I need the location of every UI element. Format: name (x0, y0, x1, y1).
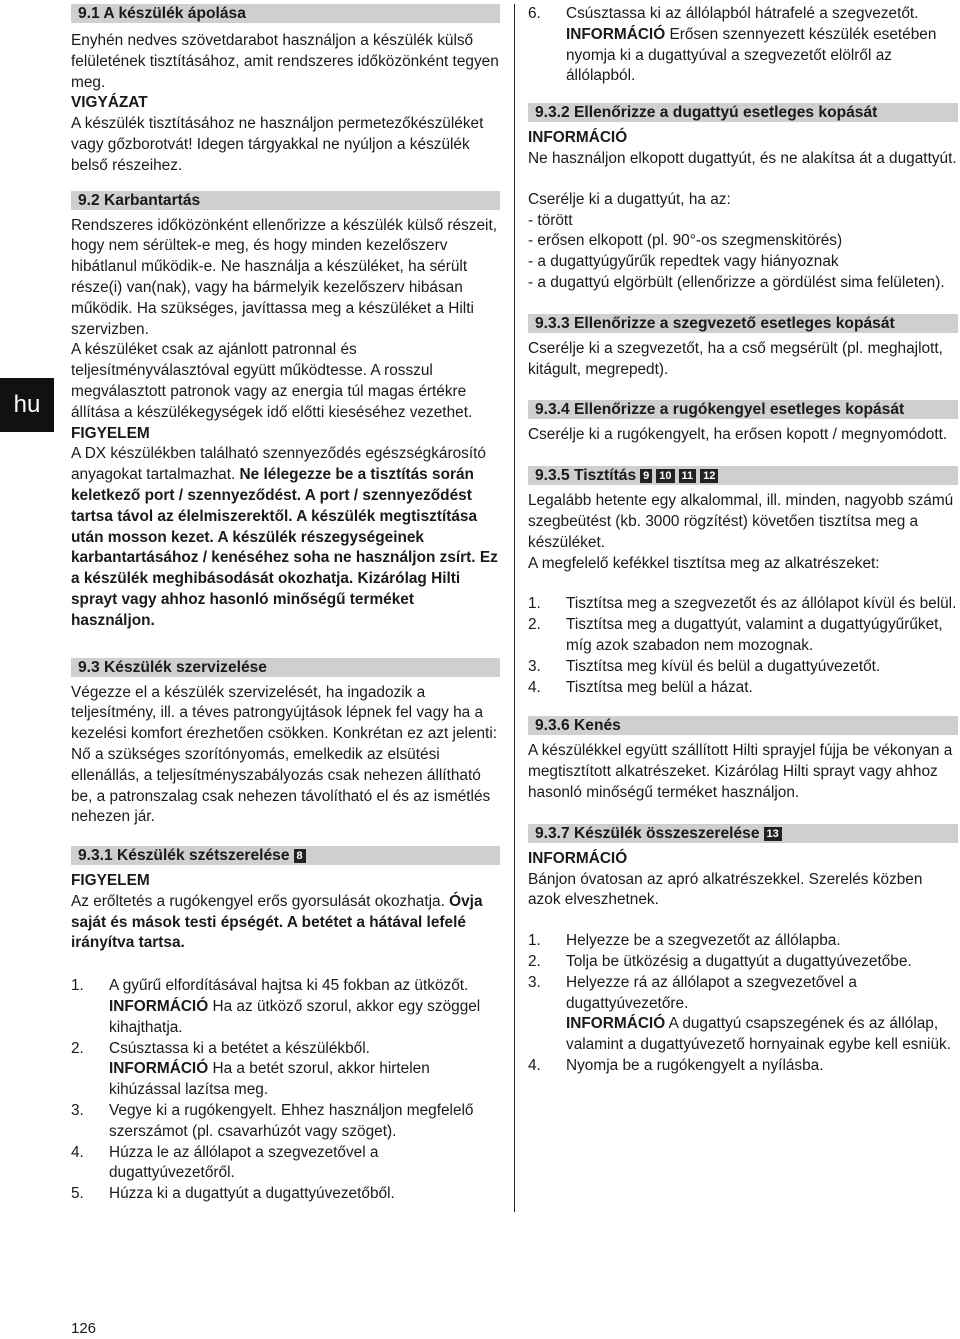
step-number: 1. (71, 977, 84, 995)
heading-text: 9.3.5 Tisztítás (535, 467, 637, 485)
info-label: INFORMÁCIÓ (528, 129, 628, 147)
section-heading-9-3-7 (528, 824, 958, 843)
step-text (566, 973, 958, 1056)
caution-plain: A DX készülékben található szennyeződés egészségkárosító anyagokat tartalmazhat. (71, 445, 486, 484)
list-item: - törött (528, 211, 573, 229)
step-text: Tisztítsa meg a szegvezetőt és az állólapot kívül és belül. (566, 595, 957, 613)
caution-text (71, 444, 500, 631)
info-label: INFORMÁCIÓ (528, 849, 628, 867)
heading-text: 9.3.7 Készülék összeszerelése (535, 824, 760, 842)
list-item (71, 1039, 500, 1101)
figure-ref-badge: 12 (700, 469, 718, 483)
info-label: INFORMÁCIÓ (109, 998, 209, 1016)
right-column (528, 4, 958, 1077)
paragraph: Rendszeres időközönként ellenőrizze a készülék külső részeit, hogy nem sérültek-e meg, és hogy minden kezelőszerv hibátlanul működik-e. Ne használja a készüléket, ha sérült része(i) van(nak), vagy ha bármelyik kezelőszerv hibásan működik. Ha szükséges, javíttassa meg a készüléket a Hilti szervizben. (71, 216, 498, 338)
step-text: Nyomja be a rugókengyelt a nyílásba. (566, 1056, 824, 1074)
step-number: 2. (528, 616, 541, 634)
section-heading-9-3-5 (528, 466, 958, 485)
step-number: 5. (71, 1185, 84, 1203)
paragraph: Cserélje ki a rugókengyelt, ha erősen kopott / megnyomódott. (528, 426, 948, 444)
step-number: 3. (528, 973, 541, 991)
page-number: 126 (71, 1320, 97, 1337)
caution-label: FIGYELEM (71, 872, 150, 890)
figure-ref-badge: 11 (679, 469, 697, 483)
step-main: Csúsztassa ki a betétet a készülékből. (109, 1039, 370, 1057)
warning-label: VIGYÁZAT (71, 94, 148, 112)
step-number: 4. (528, 678, 541, 696)
step-number: 1. (528, 595, 541, 613)
figure-ref-badge: 9 (640, 469, 652, 483)
list-item (71, 976, 500, 1038)
list-item (528, 952, 958, 973)
step-number: 2. (71, 1039, 84, 1057)
step-text: Helyezze be a szegvezetőt az állólapba. (566, 932, 841, 950)
step-text (109, 976, 500, 1038)
assembly-steps (528, 931, 958, 1077)
info-label: INFORMÁCIÓ (566, 1015, 666, 1033)
list-item (528, 678, 958, 699)
disassembly-steps (71, 976, 500, 1205)
paragraph: Cserélje ki a dugattyút, ha az: (528, 190, 731, 208)
column-divider (514, 4, 515, 1212)
paragraph: A készüléket csak az ajánlott patronnal és teljesítményválasztóval együtt működtesse. A rosszul megválasztott patronok vagy az energia túl magas értékre állítása a készülékegységek idő előtti kieséséhez vezethet. (71, 341, 473, 421)
step-number: 3. (71, 1102, 84, 1120)
step-text (566, 4, 958, 87)
list-item (528, 973, 958, 1056)
info-text: Ha a betét szorul, akkor hirtelen kihúzással lazítsa meg. (109, 1060, 430, 1099)
language-tab: hu (0, 378, 54, 432)
step-number: 3. (528, 657, 541, 675)
section-heading-9-1: 9.1 A készülék ápolása (71, 4, 500, 23)
step-number: 2. (528, 952, 541, 970)
step-number: 4. (528, 1056, 541, 1074)
section-heading-9-3-3: 9.3.3 Ellenőrizze a szegvezető esetleges kopását (528, 314, 958, 333)
info-text: Bánjon óvatosan az apró alkatrészekkel. Szerelés közben azok elveszhetnek. (528, 870, 923, 909)
info-text: Erősen szennyezett készülék esetében nyomja ki a dugattyúval a szegvezetőt elölről az állólapból. (566, 25, 937, 85)
section-heading-9-3-2: 9.3.2 Ellenőrizze a dugattyú esetleges kopását (528, 103, 958, 122)
step-text: Húzza ki a dugattyút a dugattyúvezetőből. (109, 1185, 395, 1203)
info-label: INFORMÁCIÓ (566, 25, 666, 43)
step-main: Helyezze rá az állólapot a szegvezetővel a dugattyúvezetőre. (566, 973, 857, 1012)
list-item: - a dugattyúgyűrűk repedtek vagy hiányoznak (528, 253, 839, 271)
figure-ref-badge: 8 (294, 849, 306, 863)
list-item (528, 931, 958, 952)
paragraph: Cserélje ki a szegvezetőt, ha a cső megsérült (pl. meghajlott, kitágult, megrepedt). (528, 339, 943, 378)
list-item (528, 594, 958, 615)
section-heading-9-3-6: 9.3.6 Kenés (528, 716, 958, 735)
step-text: Tisztítsa meg a dugattyút, valamint a dugattyúgyűrűket, míg azok szabadon nem mozognak. (566, 616, 943, 654)
figure-ref-badge: 10 (656, 469, 674, 483)
caution-bold: Óvja saját és mások testi épségét. A betétet a hátával lefelé irányítva tartsa. (71, 892, 483, 952)
step-text: Vegye ki a rugókengyelt. Ehhez használjon megfelelő szerszámot (pl. csavarhúzót vagy szöget). (109, 1102, 474, 1140)
caution-text (71, 892, 500, 954)
paragraph: Enyhén nedves szövetdarabot használjon a készülék külső felületének tisztításához, amit rendszeres időközönként tegyen meg. (71, 32, 499, 91)
list-item: - a dugattyú elgörbült (ellenőrizze a gördülést sima felületen). (528, 273, 945, 291)
paragraph: Végezze el a készülék szervizelését, ha ingadozik a teljesítmény, ill. a téves patrongyújtások lépnek fel vagy ha a kezelési komfort érezhetően csökken. Konkrétan ez azt jelenti: Nő a szükséges szorítónyomás, emelkedik az elsütési ellenállás, a teljesítményszabályozás csak nehezen állítható be, a patronszalag csak nehezen távolítható el és az ismétlés nehezen jár. (71, 683, 498, 826)
step-text: Tolja be ütközésig a dugattyút a dugattyúvezetőbe. (566, 952, 912, 970)
step-text: Húzza le az állólapot a szegvezetővel a dugattyúvezetőről. (109, 1143, 379, 1182)
list-item (71, 1101, 500, 1143)
section-heading-9-2: 9.2 Karbantartás (71, 191, 500, 210)
paragraph: A készülékkel együtt szállított Hilti sprayjel fújja be vékonyan a megtisztított alkatrészeket. Kizárólag Hilti sprayt vagy ahhoz hasonló minőségű terméket használjon. (528, 742, 953, 801)
section-heading-9-3-4: 9.3.4 Ellenőrizze a rugókengyel esetleges kopását (528, 400, 958, 419)
step-text (109, 1039, 500, 1101)
info-label: INFORMÁCIÓ (109, 1060, 209, 1078)
step-number: 1. (528, 932, 541, 950)
caution-bold: Ne lélegezze be a tisztítás során keletkező port / szennyeződést. A port / szennyeződést tartsa távol az élelmiszerektől. A készülék megtisztítása után mosson kezet. A készülék részegységeinek karbantartásához / kenéséhez soha ne használjon zsírt. Ez a készülék meghibásodását okozhatja. Kizárólag Hilti sprayt vagy ahhoz hasonló minőségű terméket használjon. (71, 466, 498, 629)
list-item (528, 4, 958, 87)
info-text: Ne használjon elkopott dugattyút, és ne alakítsa át a dugattyút. (528, 149, 957, 167)
list-item (528, 657, 958, 678)
step-main: Csúsztassa ki az állólapból hátrafelé a szegvezetőt. (566, 5, 919, 22)
section-heading-9-3: 9.3 Készülék szervizelése (71, 658, 500, 677)
step-main: A gyűrű elfordításával hajtsa ki 45 fokban az ütközőt. (109, 977, 469, 995)
paragraph: A megfelelő kefékkel tisztítsa meg az alkatrészeket: (528, 554, 880, 572)
left-column (71, 4, 500, 1205)
paragraph: Legalább hetente egy alkalommal, ill. minden, nagyobb számú szegbeütést (kb. 3000 rögzítést) követően tisztítsa meg a készüléket. (528, 492, 954, 551)
step-text: Tisztítsa meg kívül és belül a dugattyúvezetőt. (566, 657, 881, 675)
list-item (71, 1143, 500, 1185)
caution-label: FIGYELEM (71, 424, 150, 442)
step-number: 4. (71, 1143, 84, 1161)
list-item (528, 615, 958, 657)
list-item: - erősen elkopott (pl. 90°-os szegmenskitörés) (528, 232, 843, 250)
step-text: Tisztítsa meg belül a házat. (566, 678, 753, 696)
disassembly-steps-cont (528, 4, 958, 87)
warning-text: A készülék tisztításához ne használjon permetezőkészüléket vagy gőzborotvát! Idegen tárgyakkal ne nyúljon a készülék belső részeihez. (71, 115, 484, 174)
list-item (71, 1184, 500, 1205)
info-text: A dugattyú csapszegének és az állólap, valamint a dugattyúvezető hornyainak egybe kell esniük. (566, 1015, 951, 1054)
list-item (528, 1056, 958, 1077)
heading-text: 9.3.1 Készülék szétszerelése (78, 847, 290, 865)
cleaning-steps (528, 594, 958, 698)
step-number: 6. (528, 5, 541, 22)
caution-plain: Az erőltetés a rugókengyel erős gyorsulását okozhatja. (71, 892, 445, 910)
section-heading-9-3-1 (71, 846, 500, 865)
info-text: Ha az ütköző szorul, akkor egy szöggel kihajthatja. (109, 998, 481, 1036)
figure-ref-badge: 13 (764, 827, 782, 841)
